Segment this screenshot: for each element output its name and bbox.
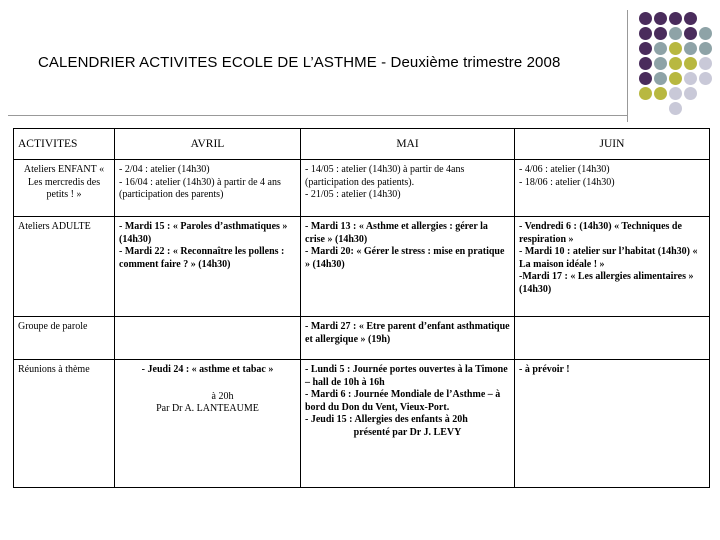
cell-juin bbox=[515, 360, 710, 488]
event-line: -Mardi 17 : « Les allergies alimentaires » (14h30) bbox=[519, 271, 694, 295]
table-row bbox=[14, 217, 710, 317]
dot-olive bbox=[669, 42, 682, 55]
dot-purple bbox=[639, 12, 652, 25]
header-activites: ACTIVITES bbox=[14, 129, 115, 160]
row-label-ateliers-adulte: Ateliers ADULTE bbox=[14, 217, 115, 317]
event-line: - Lundi 5 : Journée portes ouvertes à la Timone – hall de 10h à 16h bbox=[305, 364, 508, 388]
dot-teal bbox=[654, 42, 667, 55]
dot-teal bbox=[654, 72, 667, 85]
dot-olive bbox=[654, 87, 667, 100]
event-line: Par Dr A. LANTEAUME bbox=[156, 403, 259, 414]
dot-olive bbox=[639, 87, 652, 100]
event-line: - 18/06 : atelier (14h30) bbox=[519, 176, 615, 188]
dot-purple bbox=[639, 72, 652, 85]
dot-teal bbox=[699, 42, 712, 55]
event-line: présenté par Dr J. LEVY bbox=[353, 426, 462, 438]
decorative-horizontal-line bbox=[8, 115, 628, 116]
dot-purple bbox=[639, 57, 652, 70]
event-line: - Mardi 13 : « Asthme et allergies : gérer la crise » (14h30) bbox=[305, 221, 488, 245]
dot-teal bbox=[669, 27, 682, 40]
row-label-reunions-a-theme: Réunions à thème bbox=[14, 360, 115, 488]
dot-purple bbox=[669, 12, 682, 25]
header-juin: JUIN bbox=[515, 129, 710, 160]
dot-teal bbox=[699, 27, 712, 40]
event-line: à 20h bbox=[211, 390, 234, 402]
event-line: - Jeudi 15 : Allergies des enfants à 20h bbox=[305, 414, 468, 425]
event-line: - 16/04 : atelier (14h30) à partir de 4 ans (participation des parents) bbox=[119, 176, 281, 200]
dot-olive bbox=[669, 72, 682, 85]
cell-avril bbox=[115, 217, 301, 317]
table-row bbox=[14, 360, 710, 488]
dot-lavender bbox=[669, 87, 682, 100]
dot-purple bbox=[639, 42, 652, 55]
decorative-vertical-line bbox=[627, 10, 628, 122]
event-line: - Mardi 15 : « Paroles d’asthmatiques » (14h30) bbox=[119, 221, 288, 245]
dot-teal bbox=[654, 57, 667, 70]
event-line: - 2/04 : atelier (14h30) bbox=[119, 164, 210, 175]
dot-olive bbox=[684, 57, 697, 70]
event-line: - Mardi 6 : Journée Mondiale de l’Asthme – à bord du Don du Vent, Vieux-Port. bbox=[305, 389, 501, 413]
header-avril: AVRIL bbox=[115, 129, 301, 160]
cell-mai bbox=[301, 160, 515, 217]
cell-juin bbox=[515, 317, 710, 360]
dot-purple bbox=[654, 27, 667, 40]
event-line: - à prévoir ! bbox=[519, 364, 570, 375]
cell-juin bbox=[515, 217, 710, 317]
activities-table bbox=[13, 128, 710, 488]
dot-purple bbox=[684, 27, 697, 40]
dot-lavender bbox=[669, 102, 682, 115]
event-line: - 21/05 : atelier (14h30) bbox=[305, 189, 401, 200]
cell-mai bbox=[301, 317, 515, 360]
row-label-groupe-de-parole: Groupe de parole bbox=[14, 317, 115, 360]
dot-teal bbox=[684, 42, 697, 55]
event-line: - Mardi 20: « Gérer le stress : mise en pratique » (14h30) bbox=[305, 246, 505, 270]
dot-lavender bbox=[699, 72, 712, 85]
dot-purple bbox=[654, 12, 667, 25]
event-line: - Mardi 22 : « Reconnaître les pollens : comment faire ? » (14h30) bbox=[119, 246, 285, 270]
dot-lavender bbox=[699, 57, 712, 70]
event-line: - Jeudi 24 : « asthme et tabac » bbox=[141, 364, 274, 375]
event-line: - 14/05 : atelier (14h30) à partir de 4ans (participation des patients). bbox=[305, 164, 465, 188]
row-label-ateliers-enfant: Ateliers ENFANT « Les mercredis des petits ! » bbox=[14, 160, 115, 217]
cell-juin bbox=[515, 160, 710, 217]
page-title: CALENDRIER ACTIVITES ECOLE DE L’ASTHME - Deuxième trimestre 2008 bbox=[38, 54, 561, 71]
event-line: - Mardi 10 : atelier sur l’habitat (14h30) « La maison idéale ! » bbox=[519, 246, 698, 270]
dot-lavender bbox=[684, 87, 697, 100]
event-line: - Vendredi 6 : (14h30) « Techniques de respiration » bbox=[519, 221, 682, 245]
event-line: - Mardi 27 : « Etre parent d’enfant asthmatique et allergique » (19h) bbox=[305, 321, 510, 345]
cell-mai bbox=[301, 360, 515, 488]
decorative-dot-grid bbox=[637, 10, 717, 120]
cell-avril bbox=[115, 160, 301, 217]
table-row bbox=[14, 160, 710, 217]
table-header-row bbox=[14, 129, 710, 160]
dot-olive bbox=[669, 57, 682, 70]
cell-avril bbox=[115, 360, 301, 488]
dot-purple bbox=[684, 12, 697, 25]
dot-purple bbox=[639, 27, 652, 40]
table-row bbox=[14, 317, 710, 360]
cell-avril bbox=[115, 317, 301, 360]
event-line: - 4/06 : atelier (14h30) bbox=[519, 164, 610, 175]
dot-lavender bbox=[684, 72, 697, 85]
header-mai: MAI bbox=[301, 129, 515, 160]
cell-mai bbox=[301, 217, 515, 317]
